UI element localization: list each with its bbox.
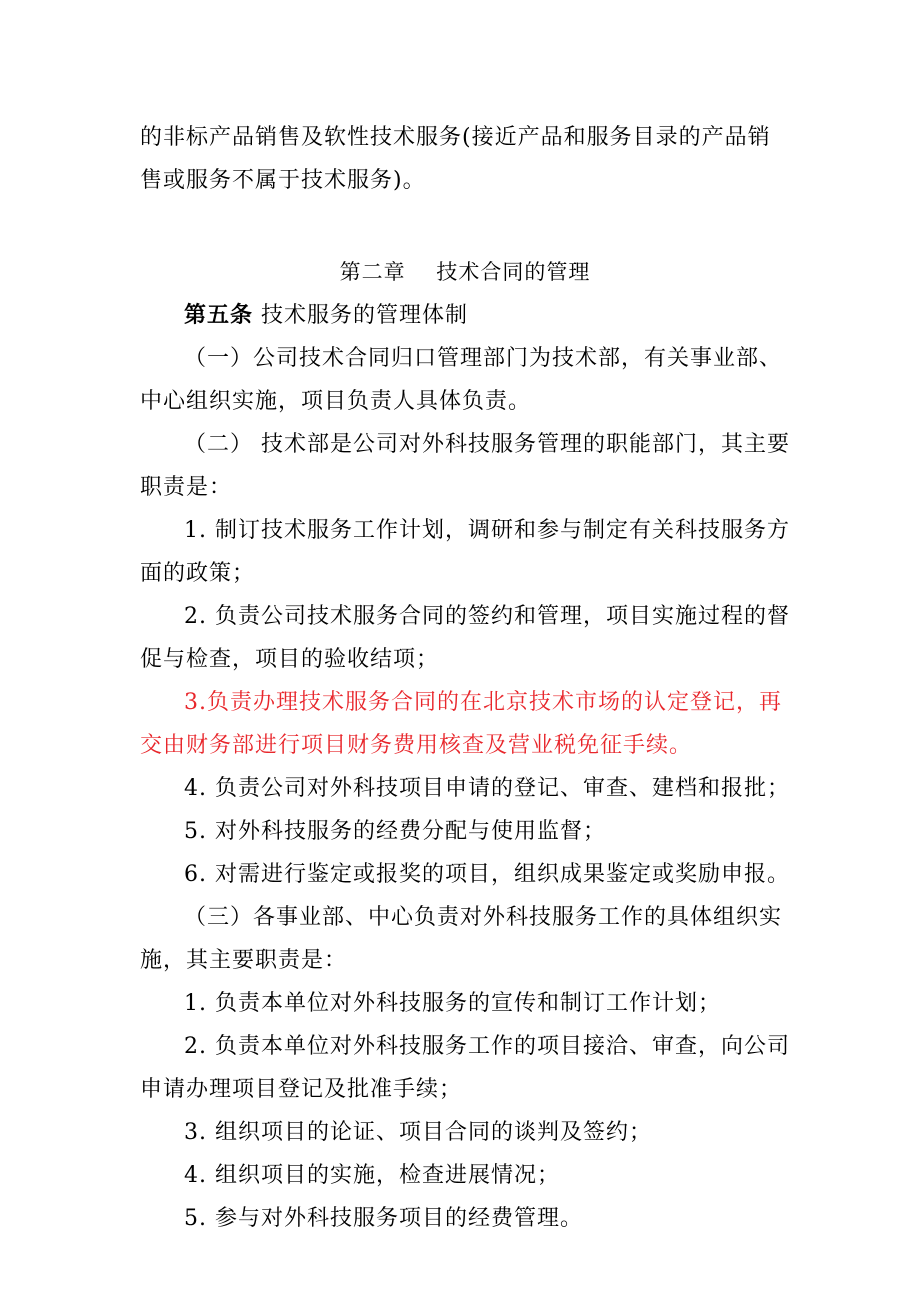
section-2-item-6: 6. 对需进行鉴定或报奖的项目，组织成果鉴定或奖励申报。	[184, 862, 790, 887]
article-title: 技术服务的管理体制	[253, 303, 469, 328]
intro-paragraph: 的非标产品销售及软性技术服务(接近产品和服务目录的产品销售或服务不属于技术服务)。	[140, 125, 771, 193]
chapter-title: 第二章 技术合同的管理	[339, 260, 591, 284]
section-2-item-4: 4. 负责公司对外科技项目申请的登记、审查、建档和报批；	[184, 776, 790, 801]
section-2-paragraph: （二） 技术部是公司对外科技服务管理的职能部门，其主要职责是：	[140, 432, 790, 500]
section-2-item-5: 5. 对外科技服务的经费分配与使用监督；	[184, 819, 606, 844]
section-2-item-2: 2. 负责公司技术服务合同的签约和管理，项目实施过程的督促与检查，项目的验收结项；	[140, 604, 790, 672]
article-label: 第五条	[184, 302, 254, 328]
section-3-item-1: 1. 负责本单位对外科技服务的宣传和制订工作计划；	[184, 991, 721, 1016]
section-2-item-3-highlight: 3.负责办理技术服务合同的在北京技术市场的认定登记，再交由财务部进行项目财务费用核查及营业税免征手续。	[140, 690, 782, 758]
section-3-item-4: 4. 组织项目的实施，检查进展情况；	[184, 1163, 560, 1188]
section-3-item-3: 3. 组织项目的论证、项目合同的谈判及签约；	[184, 1120, 652, 1145]
section-1-paragraph: （一）公司技术合同归口管理部门为技术部，有关事业部、中心组织实施，项目负责人具体负责。	[140, 346, 783, 414]
section-3-item-2: 2. 负责本单位对外科技服务工作的项目接洽、审查，向公司申请办理项目登记及批准手续；	[140, 1034, 790, 1102]
section-3-item-5: 5. 参与对外科技服务项目的经费管理。	[184, 1206, 583, 1231]
article-heading	[140, 294, 790, 337]
section-3-paragraph: （三）各事业部、中心负责对外科技服务工作的具体组织实施，其主要职责是：	[140, 905, 783, 973]
section-2-item-1: 1. 制订技术服务工作计划，调研和参与制定有关科技服务方面的政策；	[140, 518, 790, 586]
